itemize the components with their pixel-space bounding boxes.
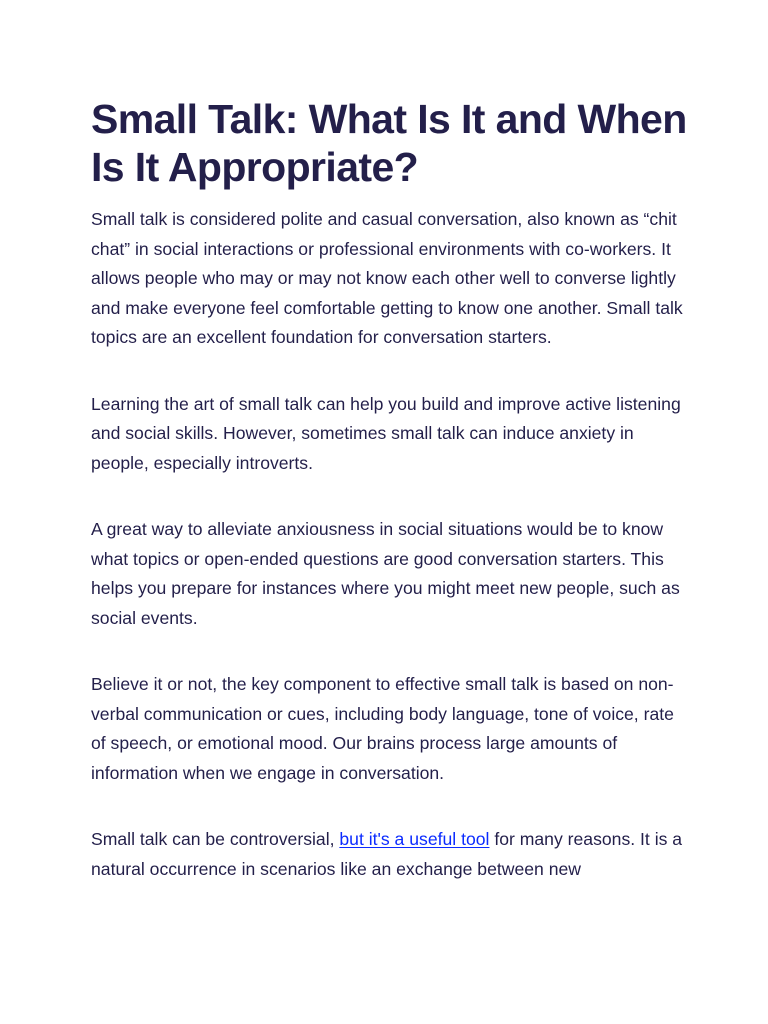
article bbox=[91, 95, 691, 921]
paragraph-text-after-link: for many reasons. It is a natural occurrence in scenarios like an exchange between new bbox=[91, 829, 683, 879]
paragraph-text-before-link: Small talk can be controversial, bbox=[91, 829, 340, 849]
paragraph-anxiousness: A great way to alleviate anxiousness in social situations would be to know what topics or open-ended questions are good conversation starters. This helps you prepare for instances where you might meet new people, such as social events. bbox=[91, 519, 680, 628]
paragraph-learning: Learning the art of small talk can help you build and improve active listening and social skills. However, sometimes small talk can induce anxiety in people, especially introverts. bbox=[91, 393, 681, 473]
paragraph-controversial bbox=[91, 825, 691, 884]
useful-tool-link[interactable]: but it's a useful tool bbox=[339, 829, 490, 849]
paragraph-intro: Small talk is considered polite and casual conversation, also known as “chit chat” in social interactions or professional environments with co-workers. It allows people who may or may not know each other well to converse lightly and make everyone feel comfortable getting to know one another. Small talk topics are an excellent foundation for conversation starters. bbox=[91, 209, 683, 347]
paragraph-nonverbal: Believe it or not, the key component to effective small talk is based on non-verbal communication or cues, including body language, tone of voice, rate of speech, or emotional mood. Our brains process large amounts of information when we engage in conversation. bbox=[91, 674, 674, 783]
article-title: Small Talk: What Is It and When Is It Appropriate? bbox=[91, 96, 687, 190]
